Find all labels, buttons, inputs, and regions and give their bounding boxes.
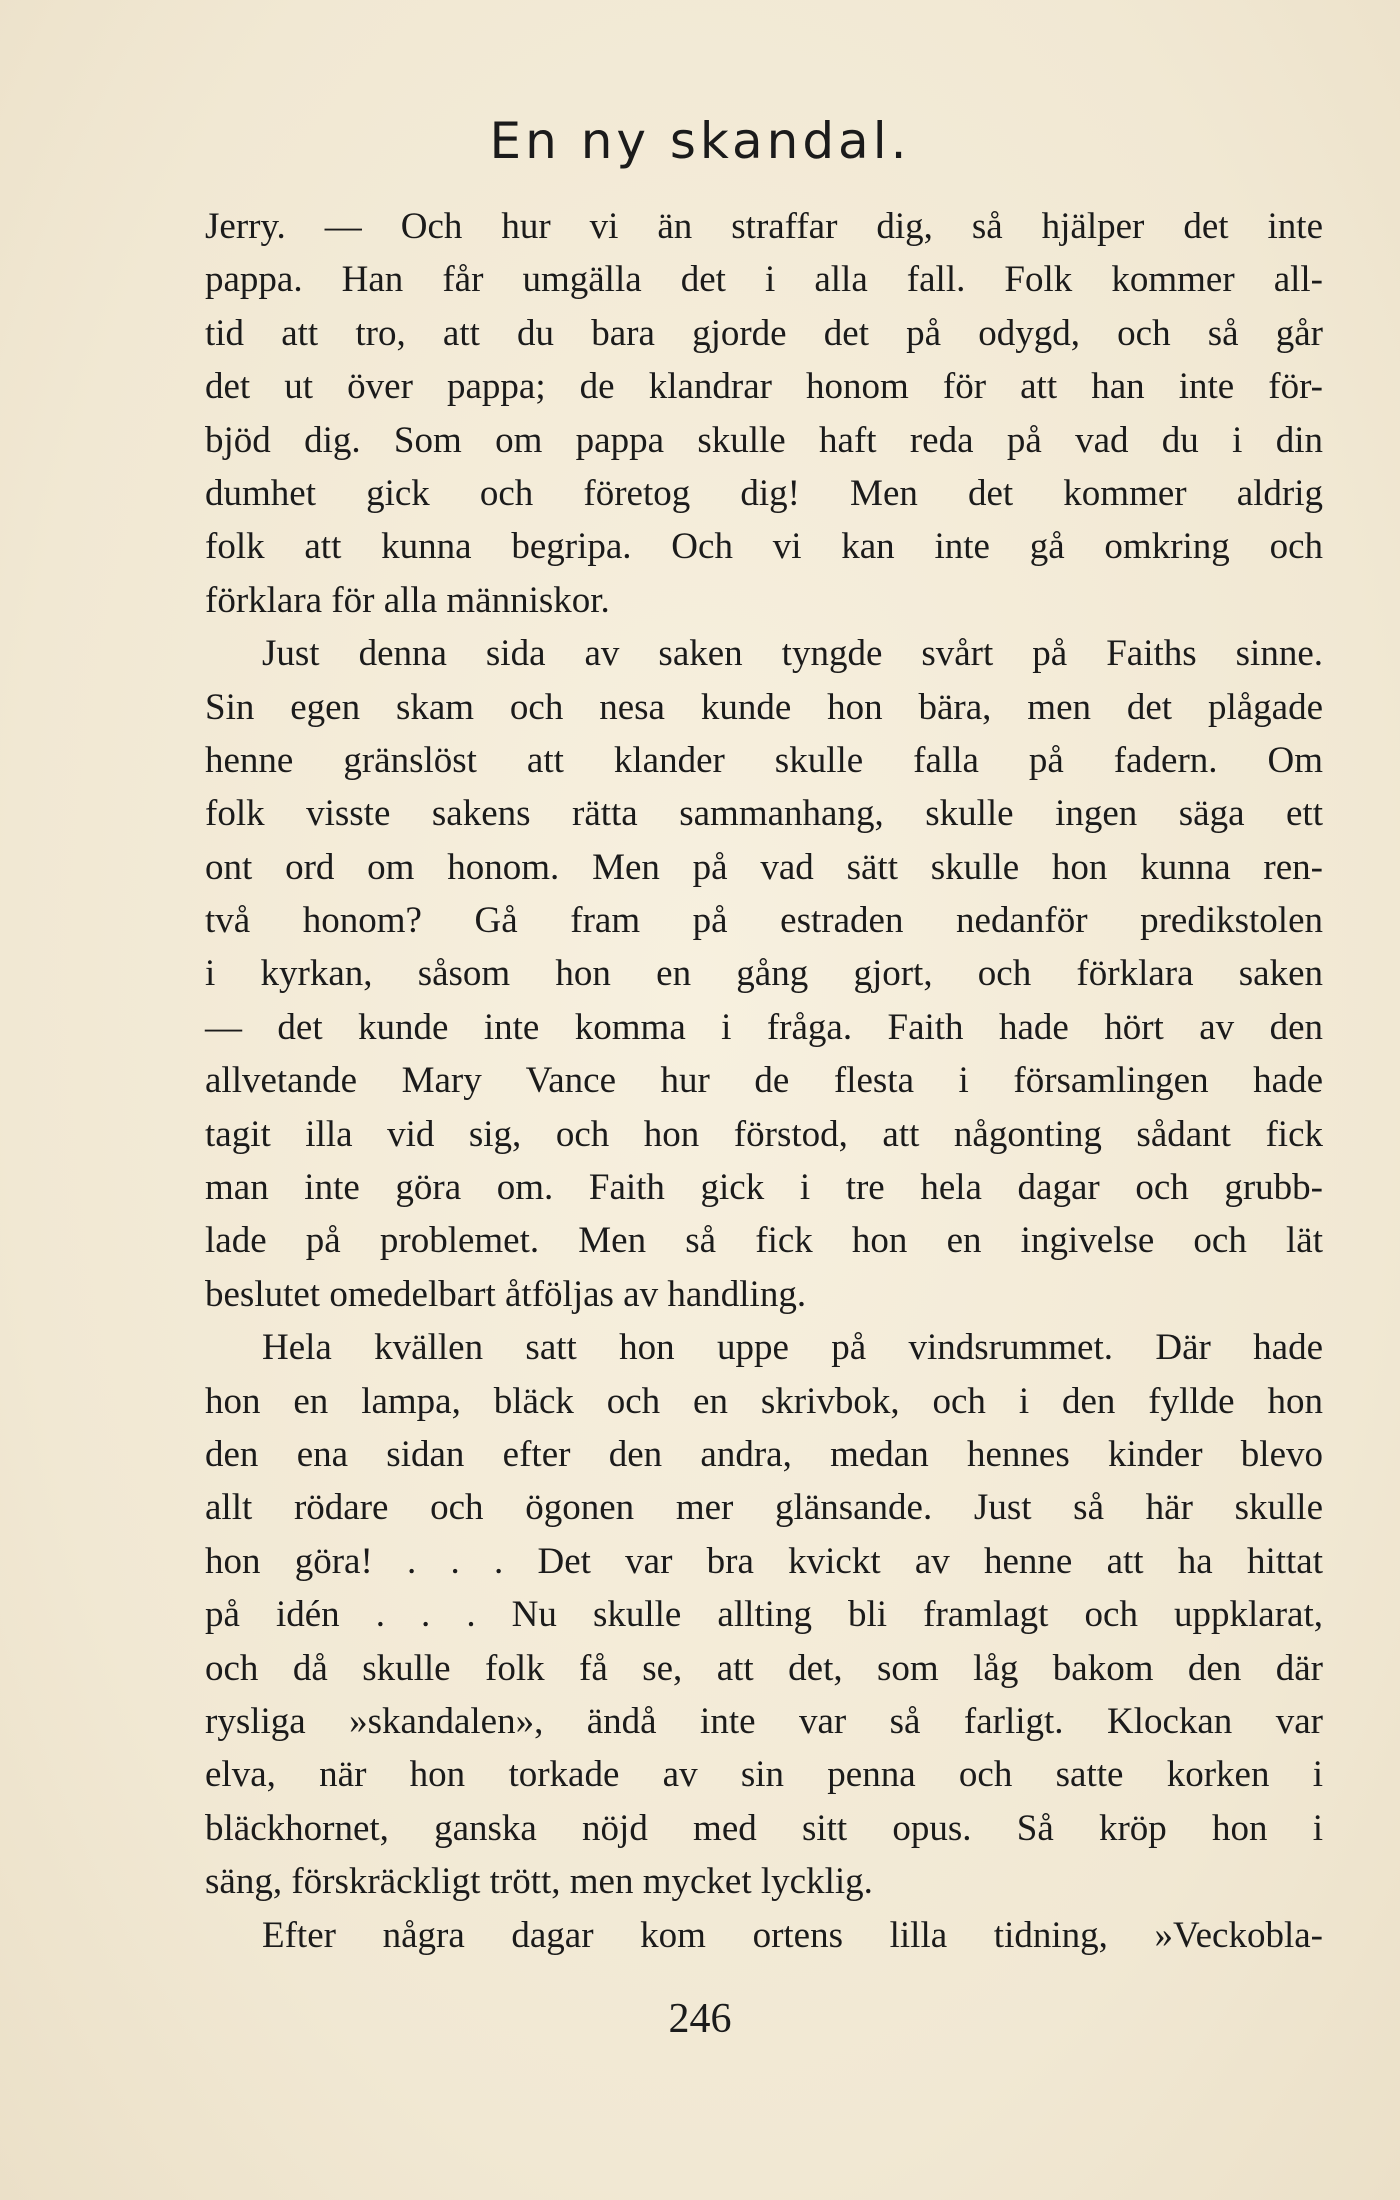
text-line: Hela kvällen satt hon uppe på vindsrummet. Där hade: [262, 1327, 1323, 1369]
text-line: hon en lampa, bläck och en skrivbok, och i den fyllde hon: [205, 1380, 1323, 1422]
text-line: tagit illa vid sig, och hon förstod, att någonting sådant fick: [205, 1113, 1323, 1155]
text-line: det ut över pappa; de klandrar honom för att han inte för-: [205, 366, 1323, 408]
text-line: Just denna sida av saken tyngde svårt på Faiths sinne.: [262, 633, 1323, 675]
text-line: allt rödare och ögonen mer glänsande. Just så här skulle: [205, 1487, 1323, 1529]
text-line: — det kunde inte komma i fråga. Faith hade hört av den: [205, 1006, 1323, 1048]
page-number: 246: [668, 1996, 732, 2042]
text-line: på idén . . . Nu skulle allting bli framlagt och uppklarat,: [205, 1594, 1323, 1636]
text-line: den ena sidan efter den andra, medan hennes kinder blevo: [205, 1433, 1323, 1475]
text-line: hon göra! . . . Det var bra kvickt av henne att ha hittat: [205, 1540, 1323, 1582]
running-head: En ny skandal.: [489, 112, 911, 170]
text-line: dumhet gick och företog dig! Men det kommer aldrig: [205, 472, 1323, 514]
text-line: folk visste sakens rätta sammanhang, skulle ingen säga ett: [205, 793, 1323, 835]
text-line: man inte göra om. Faith gick i tre hela dagar och grubb-: [205, 1167, 1323, 1209]
text-line: beslutet omedelbart åtföljas av handling.: [205, 1273, 807, 1315]
text-line: rysliga »skandalen», ändå inte var så farligt. Klockan var: [205, 1700, 1323, 1742]
text-line: bjöd dig. Som om pappa skulle haft reda på vad du i din: [205, 419, 1323, 461]
text-line: allvetande Mary Vance hur de flesta i församlingen hade: [205, 1060, 1323, 1102]
text-line: ont ord om honom. Men på vad sätt skulle hon kunna ren-: [205, 846, 1323, 888]
text-line: förklara för alla människor.: [205, 579, 610, 621]
text-line: Sin egen skam och nesa kunde hon bära, men det plågade: [205, 686, 1323, 728]
text-line: två honom? Gå fram på estraden nedanför predikstolen: [205, 900, 1323, 942]
text-line: bläckhornet, ganska nöjd med sitt opus. Så kröp hon i: [205, 1807, 1323, 1849]
text-line: lade på problemet. Men så fick hon en ingivelse och lät: [205, 1220, 1323, 1262]
text-line: och då skulle folk få se, att det, som låg bakom den där: [205, 1647, 1323, 1689]
text-line: Jerry. — Och hur vi än straffar dig, så hjälper det inte: [205, 206, 1323, 247]
text-line: pappa. Han får umgälla det i alla fall. Folk kommer all-: [205, 259, 1323, 301]
text-line: folk att kunna begripa. Och vi kan inte gå omkring och: [205, 526, 1323, 568]
text-line: tid att tro, att du bara gjorde det på odygd, och så går: [205, 312, 1323, 354]
body-text: [205, 200, 1323, 1962]
text-line: elva, när hon torkade av sin penna och satte korken i: [205, 1754, 1323, 1796]
text-line: Efter några dagar kom ortens lilla tidning, »Veckobla-: [262, 1914, 1323, 1956]
text-line: i kyrkan, såsom hon en gång gjort, och förklara saken: [205, 953, 1323, 995]
text-line: säng, förskräckligt trött, men mycket lycklig.: [205, 1861, 873, 1903]
text-line: henne gränslöst att klander skulle falla på fadern. Om: [205, 739, 1323, 781]
